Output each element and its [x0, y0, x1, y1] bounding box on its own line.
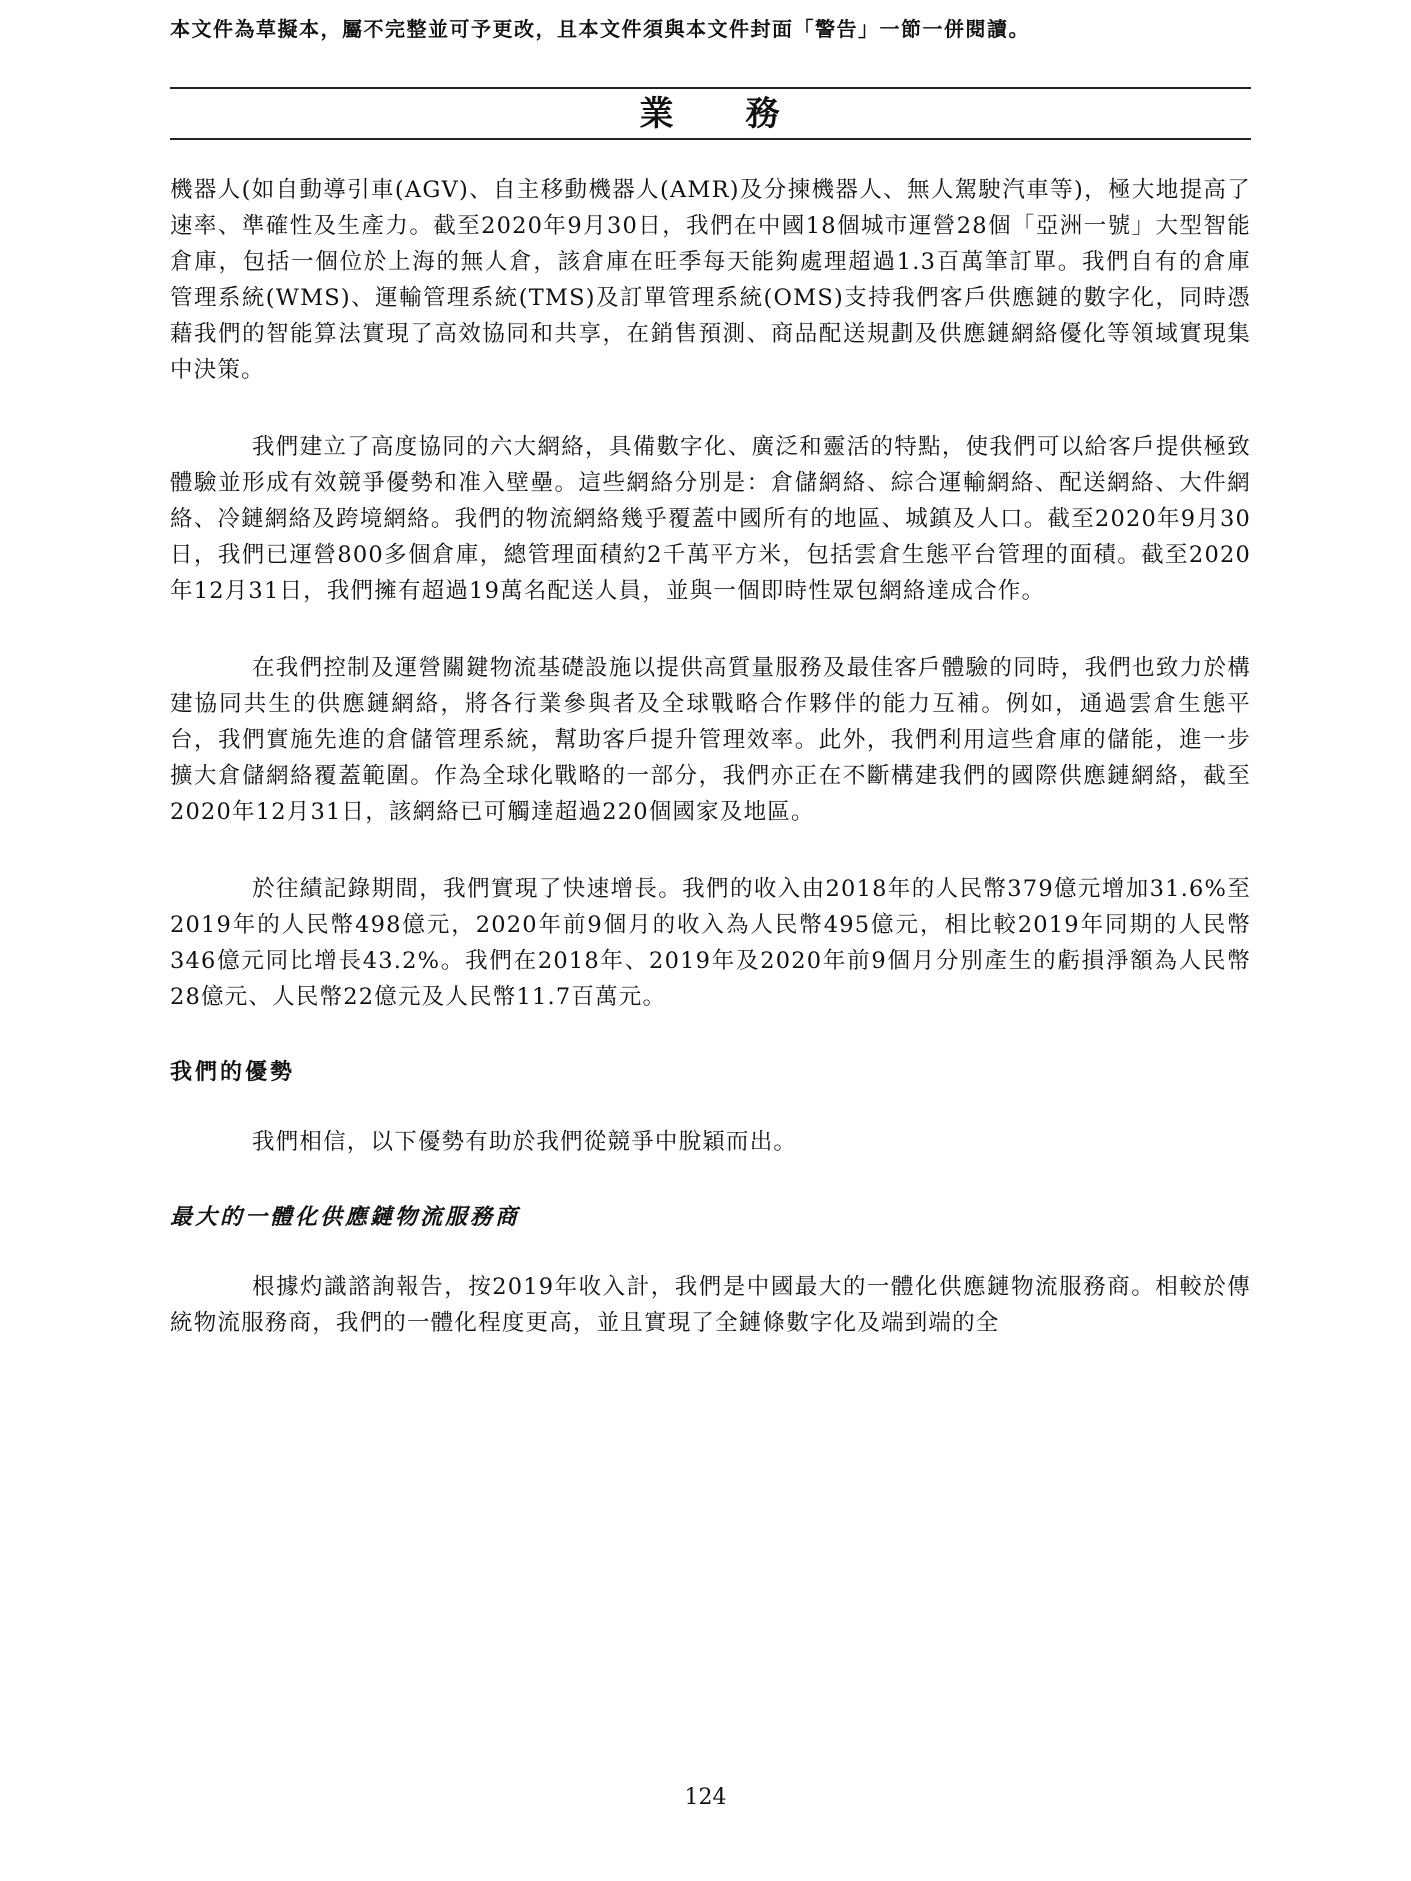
page-number: 124: [684, 1785, 727, 1810]
paragraph-strengths-intro: 我們相信，以下優勢有助於我們從競爭中脫穎而出。: [252, 1129, 798, 1155]
header-rule-bottom: [170, 138, 1251, 140]
section-title-char-2: 務: [745, 94, 782, 134]
paragraph-growth: 於往績記錄期間，我們實現了快速增長。我們的收入由2018年的人民幣379億元增加31.6%至2019年的人民幣498億元，2020年前9個月的收入為人民幣495億元，相比較2019年同期的人民幣346億元同比增長43.2%。我們在2018年、2019年及2020年前9個月分別產生的虧損淨額為人民幣28億元、人民幣22億元及人民幣11.7百萬元。: [170, 876, 1251, 1010]
draft-disclaimer: 本文件為草擬本，屬不完整並可予更改，且本文件須與本文件封面「警告」一節一併閱讀。: [170, 17, 1030, 41]
paragraph-automation: 機器人(如自動導引車(AGV)、自主移動機器人(AMR)及分揀機器人、無人駕駛汽車等)，極大地提高了速率、準確性及生產力。截至2020年9月30日，我們在中國18個城市運營28個「亞洲一號」大型智能倉庫，包括一個位於上海的無人倉，該倉庫在旺季每天能夠處理超過1.3百萬筆訂單。我們自有的倉庫管理系統(WMS)、運輸管理系統(TMS)及訂單管理系統(OMS)支持我們客戶供應鏈的數字化，同時憑藉我們的智能算法實現了高效協同和共享，在銷售預測、商品配送規劃及供應鏈網絡優化等領域實現集中決策。: [170, 177, 1251, 383]
heading-largest-provider: 最大的一體化供應鏈物流服務商: [170, 1204, 521, 1230]
header-rule-top: [170, 87, 1251, 89]
paragraph-largest-provider: 根據灼識諮詢報告，按2019年收入計，我們是中國最大的一體化供應鏈物流服務商。相較於傳統物流服務商，我們的一體化程度更高，並且實現了全鏈條數字化及端到端的全: [170, 1274, 1251, 1336]
document-body: [170, 172, 1251, 1382]
section-title-char-1: 業: [639, 94, 676, 134]
paragraph-six-networks: 我們建立了高度協同的六大網絡，具備數字化、廣泛和靈活的特點，使我們可以給客戶提供極致體驗並形成有效競爭優勢和准入壁壘。這些網絡分別是：倉儲網絡、綜合運輸網絡、配送網絡、大件網絡、冷鏈網絡及跨境網絡。我們的物流網絡幾乎覆蓋中國所有的地區、城鎮及人口。截至2020年9月30日，我們已運營800多個倉庫，總管理面積約2千萬平方米，包括雲倉生態平台管理的面積。截至2020年12月31日，我們擁有超過19萬名配送人員，並與一個即時性眾包網絡達成合作。: [170, 434, 1251, 604]
paragraph-supply-chain-network: 在我們控制及運營關鍵物流基礎設施以提供高質量服務及最佳客戶體驗的同時，我們也致力於構建協同共生的供應鏈網絡，將各行業參與者及全球戰略合作夥伴的能力互補。例如，通過雲倉生態平台，我們實施先進的倉儲管理系統，幫助客戶提升管理效率。此外，我們利用這些倉庫的儲能，進一步擴大倉儲網絡覆蓋範圍。作為全球化戰略的一部分，我們亦正在不斷構建我們的國際供應鏈網絡，截至2020年12月31日，該網絡已可觸達超過220個國家及地區。: [170, 655, 1251, 825]
heading-our-strengths: 我們的優勢: [170, 1059, 296, 1085]
section-title: [170, 92, 1251, 136]
